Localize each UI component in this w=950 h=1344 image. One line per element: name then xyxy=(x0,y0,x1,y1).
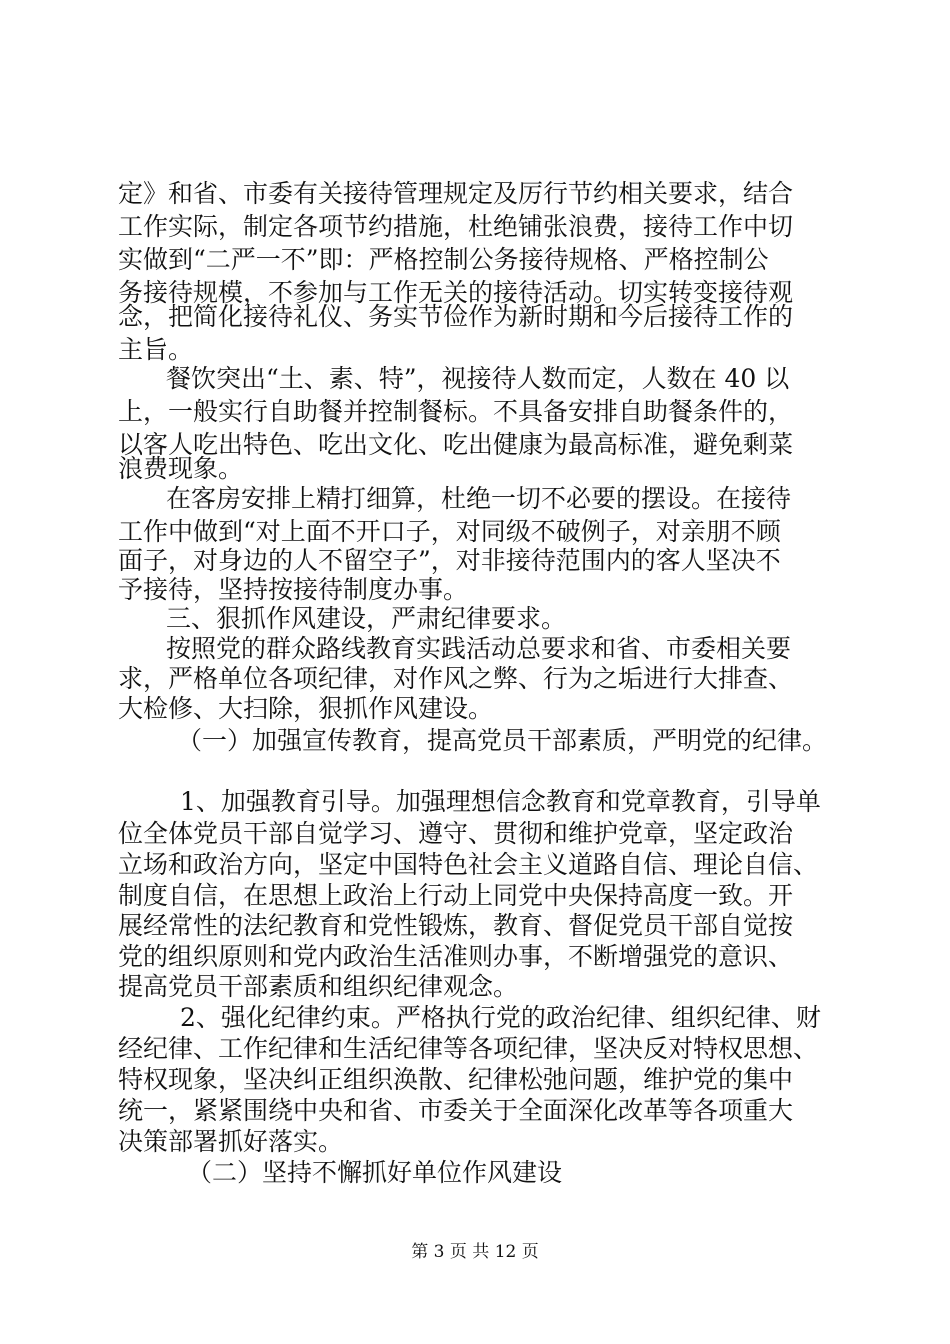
section-heading: 三、狠抓作风建设，严肃纪律要求。 xyxy=(166,604,567,633)
body-text-line: 念，把简化接待礼仪、务实节俭作为新时期和今后接待工作的 xyxy=(118,302,794,331)
body-text-line: 决策部署抓好落实。 xyxy=(118,1127,344,1156)
body-text-line: 特权现象，坚决纠正组织涣散、纪律松弛问题，维护党的集中 xyxy=(118,1065,794,1094)
body-text-line: 工作中做到“对上面不开口子，对同级不破例子，对亲朋不顾 xyxy=(118,517,781,546)
body-text-line: 主旨。 xyxy=(118,335,194,364)
body-text-line: 予接待，坚持按接待制度办事。 xyxy=(118,575,469,604)
body-text-line: 在客房安排上精打细算，杜绝一切不必要的摆设。在接待 xyxy=(166,484,792,513)
body-text-line: 务接待规模，不参加与工作无关的接待活动。切实转变接待观 xyxy=(118,278,794,307)
body-text-line: 按照党的群众路线教育实践活动总要求和省、市委相关要 xyxy=(166,634,792,663)
body-text-line: 展经常性的法纪教育和党性锻炼，教育、督促党员干部自觉按 xyxy=(118,911,794,940)
body-text-line: 上，一般实行自助餐并控制餐标。不具备安排自助餐条件的， xyxy=(118,397,794,426)
body-text-line: 实做到“二严一不”即：严格控制公务接待规格、严格控制公 xyxy=(118,245,769,274)
body-text-line: 餐饮突出“土、素、特”，视接待人数而定，人数在 40 以 xyxy=(166,364,790,393)
body-text-line: 求，严格单位各项纪律，对作风之弊、行为之垢进行大排查、 xyxy=(118,664,794,693)
body-text-line: 经纪律、工作纪律和生活纪律等各项纪律，坚决反对特权思想、 xyxy=(118,1034,819,1063)
body-text-line: 党的组织原则和党内政治生活准则办事，不断增强党的意识、 xyxy=(118,942,794,971)
body-text-line: 制度自信，在思想上政治上行动上同党中央保持高度一致。开 xyxy=(118,881,794,910)
page-number-footer: 第 3 页 共 12 页 xyxy=(411,1242,539,1262)
body-text-line: 统一，紧紧围绕中央和省、市委关于全面深化改革等各项重大 xyxy=(118,1096,794,1125)
body-text-line: 工作实际，制定各项节约措施，杜绝铺张浪费，接待工作中切 xyxy=(118,212,794,241)
body-text-line: 立场和政治方向，坚定中国特色社会主义道路自信、理论自信、 xyxy=(118,850,819,879)
body-text-line: 定》和省、市委有关接待管理规定及厉行节约相关要求，结合 xyxy=(118,179,794,208)
subsection-heading: （二）坚持不懈抓好单位作风建设 xyxy=(187,1158,563,1187)
body-text-line: 浪费现象。 xyxy=(118,454,244,483)
body-text-line: 1、加强教育引导。加强理想信念教育和党章教育，引导单 xyxy=(180,787,821,816)
subsection-heading: （一）加强宣传教育，提高党员干部素质，严明党的纪律。 xyxy=(177,726,828,755)
body-text-line: 提高党员干部素质和组织纪律观念。 xyxy=(118,972,519,1001)
body-text-line: 面子，对身边的人不留空子”，对非接待范围内的客人坚决不 xyxy=(118,546,781,575)
body-text-line: 大检修、大扫除，狠抓作风建设。 xyxy=(118,694,494,723)
body-text-line: 2、强化纪律约束。严格执行党的政治纪律、组织纪律、财 xyxy=(180,1003,821,1032)
body-text-line: 位全体党员干部自觉学习、遵守、贯彻和维护党章，坚定政治 xyxy=(118,819,794,848)
body-text-line: 以客人吃出特色、吃出文化、吃出健康为最高标准，避免剩菜 xyxy=(118,430,794,459)
